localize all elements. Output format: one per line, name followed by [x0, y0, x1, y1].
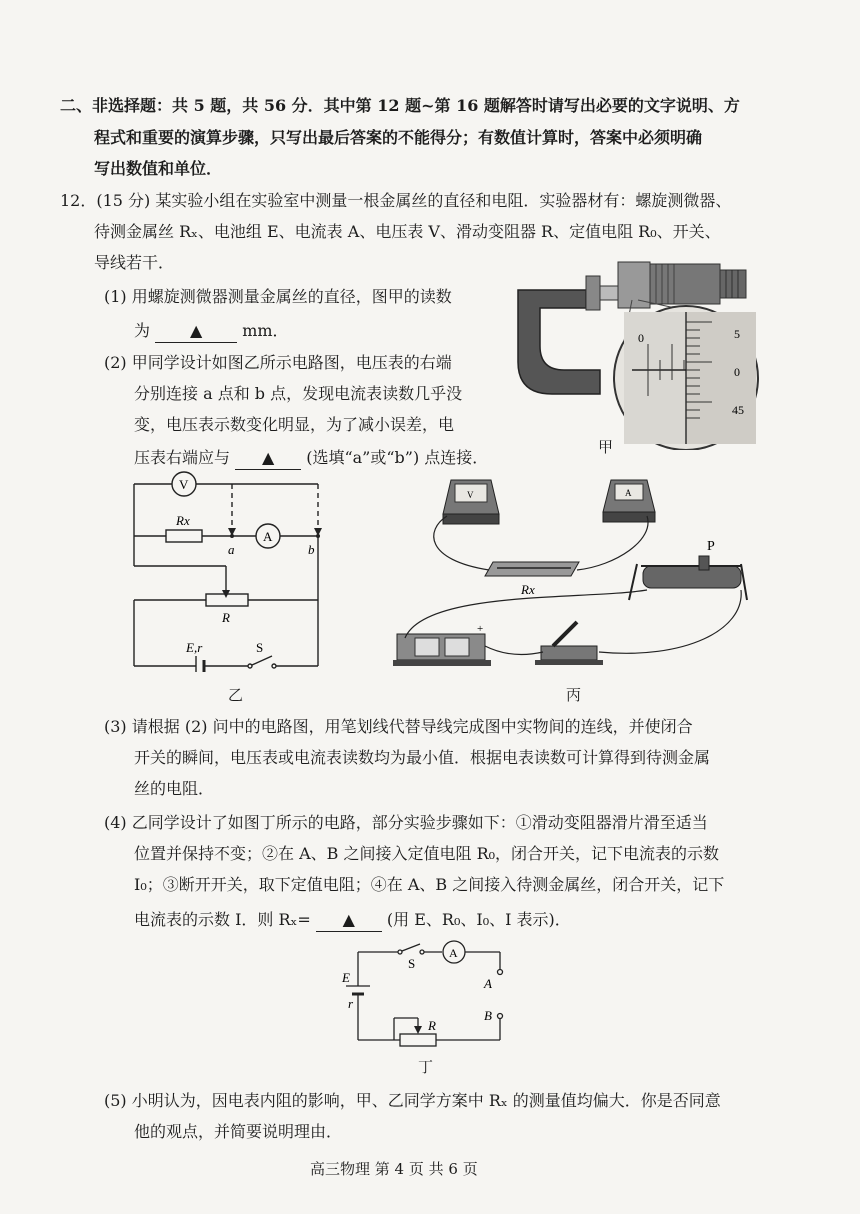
figure-yi-circuit: [120, 470, 335, 672]
q12-part4-line-2: 位置并保持不变；②在 A、B 之间接入定值电阻 R₀，闭合开关，记下电流表的示数: [134, 844, 720, 863]
q12-part2-line-1: (2) 甲同学设计如图乙所示电路图，电压表的右端: [104, 353, 452, 372]
q12-part1-answer-line: [134, 320, 289, 343]
yi-battery-label: E,r: [186, 640, 203, 655]
bing-slider-label: P: [707, 539, 715, 554]
q12-intro-line-3: 导线若干．: [94, 253, 175, 272]
q12-part4-answer-line: [134, 909, 571, 932]
q12-part2-answer-line: [134, 447, 488, 470]
jia-sleeve-zero: 0: [638, 331, 644, 345]
q12-part5-line-1: (5) 小明认为，因电表内阻的影响，甲、乙同学方案中 Rₓ 的测量值均偏大．你是否同意: [104, 1091, 721, 1110]
answer-blank-diameter[interactable]: ▲: [155, 320, 237, 343]
figure-bing-caption: 丙: [566, 686, 582, 704]
figure-jia-micrometer: [500, 252, 770, 450]
q12-part2-line-3: 变，电压表示数变化明显，为了减小误差，电: [134, 415, 455, 434]
q12-part2-post: (选填“a”或“b”) 点连接．: [306, 448, 489, 467]
figure-jia-caption: 甲: [598, 438, 614, 456]
q12-part3-line-1: (3) 请根据 (2) 问中的电路图，用笔划线代替导线完成图中实物间的连线，并使闭合: [104, 717, 693, 736]
section-heading-line-1: 二、非选择题：共 5 题，共 56 分．其中第 12 题~第 16 题解答时请写出必要的文字说明、方: [60, 96, 740, 115]
q12-part5-line-2: 他的观点，并简要说明理由．: [134, 1122, 343, 1141]
yi-rheostat-label: R: [222, 610, 230, 625]
q12-part2-pre: 压表右端应与: [134, 448, 231, 467]
q12-part1-pre: 为: [134, 321, 151, 340]
figure-ding-caption: 丁: [418, 1058, 434, 1076]
q12-part4-post: (用 E、R₀、I₀、I 表示)．: [386, 910, 571, 929]
q12-part4-pre: 电流表的示数 I．则 Rₓ=: [134, 910, 311, 929]
bing-battery-plus: +: [477, 623, 484, 635]
yi-voltmeter-label: V: [179, 477, 189, 492]
page-footer: 高三物理 第 4 页 共 6 页: [310, 1160, 478, 1178]
yi-point-a: a: [228, 542, 235, 557]
bing-rx-label: Rx: [521, 582, 535, 597]
q12-intro-line-1: 12．(15 分) 某实验小组在实验室中测量一根金属丝的直径和电阻．实验器材有：螺旋测微器、: [60, 191, 732, 210]
yi-switch-label: S: [256, 640, 264, 655]
ding-point-a: A: [484, 976, 492, 991]
ding-rheostat-label: R: [428, 1018, 436, 1033]
figure-yi-caption: 乙: [228, 686, 244, 704]
figure-ding-circuit: [336, 936, 516, 1052]
q12-part4-line-3: I₀；③断开开关，取下定值电阻；④在 A、B 之间接入待测金属丝，闭合开关，记下: [134, 875, 725, 894]
bing-ammeter-label: A: [625, 488, 632, 498]
answer-blank-point[interactable]: ▲: [235, 447, 301, 470]
ding-emf-label: E: [342, 970, 350, 985]
ding-r-label: r: [348, 996, 354, 1011]
ding-point-b: B: [484, 1008, 492, 1023]
section-heading-line-3: 写出数值和单位．: [94, 159, 223, 178]
jia-thimble-5: 5: [734, 327, 740, 341]
q12-part3-line-2: 开关的瞬间，电压表或电流表读数均为最小值．根据电表读数可计算得到待测金属: [134, 748, 711, 767]
q12-part4-line-1: (4) 乙同学设计了如图丁所示的电路，部分实验步骤如下：①滑动变阻器滑片滑至适当: [104, 813, 708, 832]
jia-thimble-45: 45: [732, 403, 744, 417]
figure-bing-apparatus: [385, 470, 765, 678]
yi-point-b: b: [308, 542, 315, 557]
yi-rx-label: Rx: [176, 513, 190, 528]
q12-part3-line-3: 丝的电阻．: [134, 779, 215, 798]
q12-part1-post: mm．: [242, 321, 289, 340]
jia-thimble-0: 0: [734, 365, 740, 379]
q12-intro-line-2: 待测金属丝 Rₓ、电池组 E、电流表 A、电压表 V、滑动变阻器 R、定值电阻 R₀、开关、: [94, 222, 721, 241]
bing-voltmeter-label: V: [467, 490, 474, 500]
ding-ammeter-label: A: [449, 946, 458, 960]
q12-part2-line-2: 分别连接 a 点和 b 点，发现电流表读数几乎没: [134, 384, 463, 403]
q12-part1-line-1: (1) 用螺旋测微器测量金属丝的直径，图甲的读数: [104, 287, 452, 306]
section-heading-line-2: 程式和重要的演算步骤，只写出最后答案的不能得分；有数值计算时，答案中必须明确: [94, 128, 703, 147]
yi-ammeter-label: A: [263, 529, 273, 544]
answer-blank-rx[interactable]: ▲: [316, 909, 382, 932]
ding-switch-label: S: [408, 956, 416, 971]
